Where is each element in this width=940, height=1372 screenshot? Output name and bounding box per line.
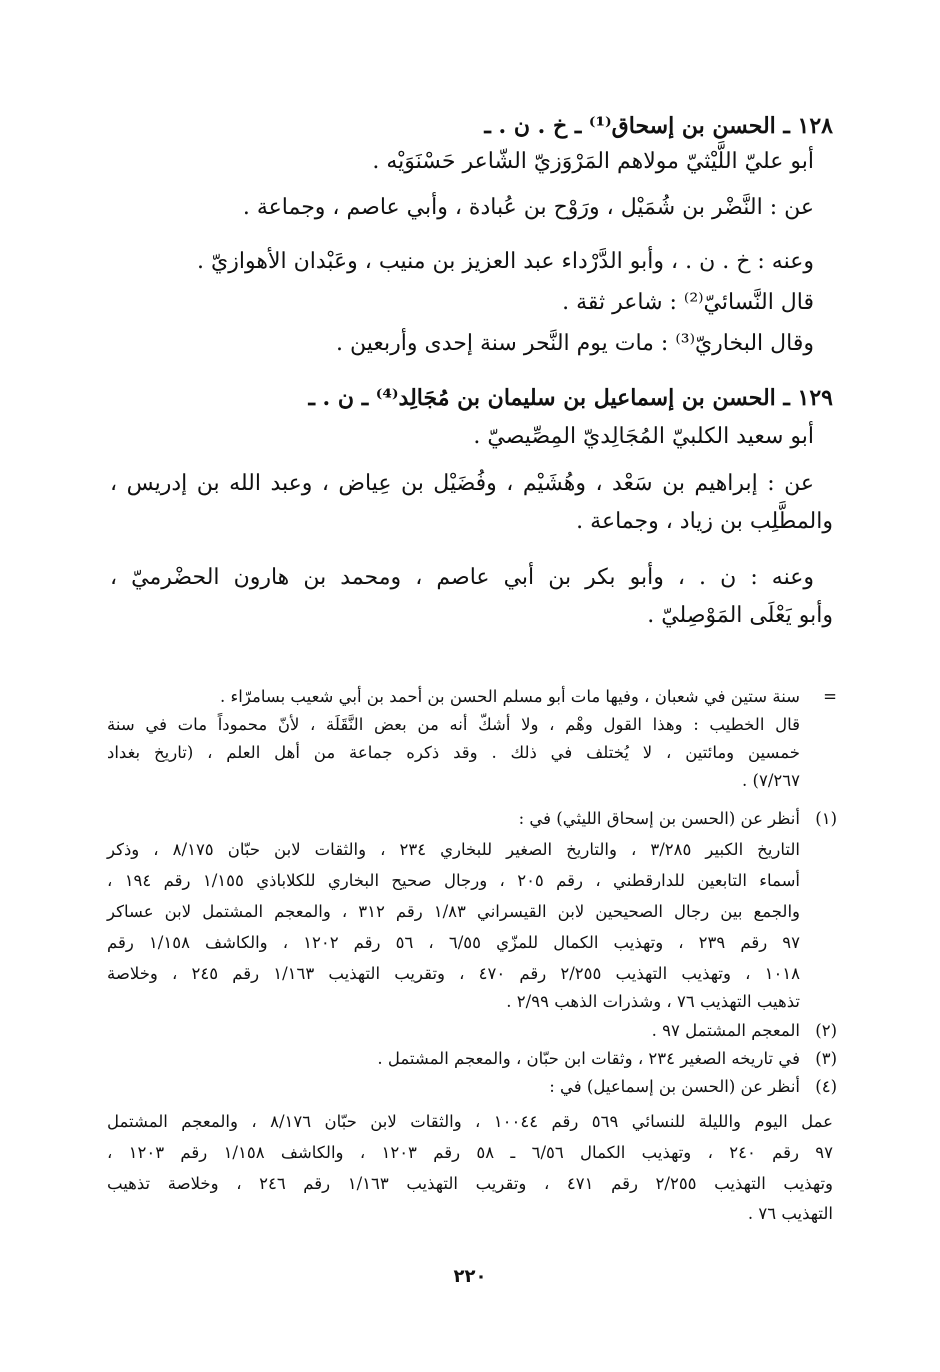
footnote-2-marker: (٢) (815, 1021, 837, 1040)
entry-129-students: وعنه : ن . ، وأبو بكر بن أبي عاصم ، ومحمد بن هارون الحضْرميّ ، (110, 565, 814, 590)
entry-129-students-cont: وأبو يَعْلَى المَوْصِليّ . (647, 603, 833, 628)
entry-129-heading: ١٢٩ ـ الحسن بن إسماعيل بن سليمان بن مُجَالِد⁽⁴⁾ ـ ن . ـ (308, 385, 833, 411)
footnote-3-marker: (٣) (815, 1049, 837, 1068)
entry-128-bukhari-quote: وقال البخاريّ⁽³⁾ : مات يوم النَّحر سنة إحدى وأربعين . (336, 331, 814, 356)
footnote-1-line: ١٠١٨ ، وتهذيب التهذيب ٢/٢٥٥ رقم ٤٧٠ ، وتقريب التهذيب ١/١٦٣ رقم ٢٤٥ ، وخلاصة (107, 964, 801, 983)
entry-128-kunya: أبو عليّ اللَّيْثيّ مولاهم المَرْوَزيّ الشّاعر حَسْنَوَيْه . (372, 149, 814, 174)
entry-128-heading: ١٢٨ ـ الحسن بن إسحاق⁽¹⁾ ـ خ . ن . ـ (484, 113, 833, 139)
footnote-continuation-line: خمسين ومائتين ، لا يُختلف في ذلك . وقد ذكره جماعة من أهل العلم ، (تاريخ بغداد (107, 743, 800, 762)
footnote-1-line: أنظر عن (الحسن بن إسحاق الليثي) في : (518, 809, 800, 828)
footnote-1-line: ٩٧ رقم ٢٣٩ ، وتهذيب الكمال للمزّي ٦/٥٥ ، ٥٦ رقم ١٢٠٢ ، والكاشف ١/١٥٨ رقم (107, 933, 800, 952)
footnote-1-line: أسماء التابعين للدارقطني ، رقم ٢٠٥ ، ورجال صحيح البخاري للكلاباذي ١/١٥٥ رقم ١٩٤ ، (107, 871, 801, 890)
footnote-continuation-line: ٧/٢٦٧) . (742, 771, 800, 790)
footnote-1-line: والجمع بين رجال الصحيحين لابن القيسراني ١/٨٣ رقم ٣١٢ ، والمعجم المشتمل لابن عساكر (107, 902, 800, 921)
entry-129-kunya: أبو سعيد الكلبيّ المُجَالِديّ المِصِّيصيّ . (473, 424, 814, 449)
footnote-4-line: وتهذيب التهذيب ٢/٢٥٥ رقم ٤٧١ ، وتقريب التهذيب ١/١٦٣ رقم ٢٤٦ ، وخلاصة تذهيب (107, 1174, 834, 1193)
footnote-continuation-line: قال الخطيب : وهذا القول وهْم ، ولا أشكّ أنه من بعض النَّقَلَة ، لأنّ محموداً مات في سنة (107, 715, 800, 734)
footnote-3-line: في تاريخه الصغير ٢٣٤ ، وثقات ابن حبّان ، والمعجم المشتمل . (377, 1049, 800, 1068)
footnote-1-line: التاريخ الكبير ٣/٢٨٥ ، والتاريخ الصغير للبخاري ٢٣٤ ، والثقات لابن حبّان ٨/١٧٥ ، وذكر (107, 840, 801, 859)
footnote-1-line: تذهيب التهذيب ٧٦ ، وشذرات الذهب ٢/٩٩ . (506, 992, 800, 1011)
entry-129-teachers-cont: والمطَّلِب بن زياد ، وجماعة . (576, 509, 833, 534)
footnote-continuation-line: سنة ستين في شعبان ، وفيها مات أبو مسلم الحسن بن أحمد بن أبي شعيب بسامرّاء . (220, 687, 800, 706)
footnote-4-line: أنظر عن (الحسن بن إسماعيل) في : (549, 1077, 800, 1096)
entry-128-students: وعنه : خ . ن . ، وأبو الدَّرْداء عبد العزيز بن منيب ، وعَبْدان الأهوازيّ . (197, 249, 814, 274)
entry-128-nasai-quote: قال النَّسائيّ⁽²⁾ : شاعر ثقة . (562, 290, 814, 315)
entry-128-teachers: عن : النَّضْر بن شُمَيْل ، ورَوْح بن عُبادة ، وأبي عاصم ، وجماعة . (242, 195, 814, 220)
entry-129-teachers: عن : إبراهيم بن سَعْد ، وهُشَيْم ، وفُضَيْل بن عِياض ، وعبد الله بن إدريس ، (110, 471, 814, 496)
footnote-continuation-marker: = (823, 687, 837, 706)
page-number: ٢٢٠ (453, 1266, 487, 1287)
footnote-4-line: التهذيب ٧٦ . (747, 1204, 833, 1223)
footnote-4-marker: (٤) (815, 1077, 837, 1096)
footnote-4-line: عمل اليوم والليلة للنسائي ٥٦٩ رقم ١٠٠٤٤ ، والثقات لابن حبّان ٨/١٧٦ ، والمعجم المشتمل (107, 1112, 834, 1131)
footnote-2-line: المعجم المشتمل ٩٧ . (651, 1021, 800, 1040)
footnote-4-line: ٩٧ رقم ٢٤٠ ، وتهذيب الكمال ٦/٥٦ ـ ٥٨ رقم ١٢٠٣ ، والكاشف ١/١٥٨ رقم ١٢٠٣ ، (107, 1143, 834, 1162)
footnote-1-marker: (١) (815, 809, 837, 828)
